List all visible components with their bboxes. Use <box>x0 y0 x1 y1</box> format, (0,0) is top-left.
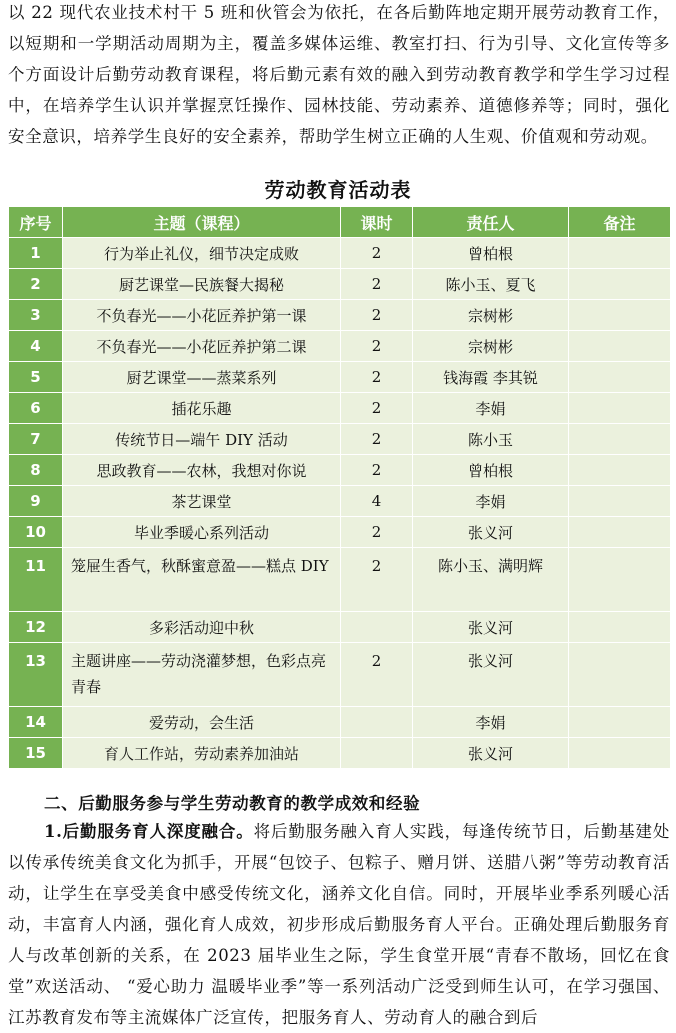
table-row <box>9 548 671 612</box>
activity-table <box>8 206 671 769</box>
row-note <box>569 517 671 548</box>
row-no: 3 <box>9 300 63 331</box>
row-owner: 李娟 <box>413 707 569 738</box>
row-no: 11 <box>9 548 63 612</box>
intro-paragraph: 以 22 现代农业技术村干 5 班和伙管会为依托，在各后勤阵地定期开展劳动教育工作，以短期和一学期活动周期为主，覆盖多媒体运维、教室打扫、行为引导、文化宣传等多个方面设计后勤劳动教育课程，将后勤元素有效的融入到劳动教育教学和学生学习过程中，在培养学生认识并掌握烹饪操作、园林技能、劳动素养、道德修养等；同时，强化安全意识，培养学生良好的安全素养，帮助学生树立正确的人生观、价值观和劳动观。 <box>8 3 670 146</box>
table-row <box>9 393 671 424</box>
table-row <box>9 738 671 769</box>
table-row <box>9 643 671 707</box>
row-topic: 毕业季暖心系列活动 <box>63 517 341 548</box>
row-owner: 李娟 <box>413 393 569 424</box>
row-topic: 主题讲座——劳动浇灌梦想，色彩点亮青春 <box>63 643 341 707</box>
row-no: 6 <box>9 393 63 424</box>
row-owner: 曾柏根 <box>413 238 569 269</box>
row-owner: 张义河 <box>413 612 569 643</box>
row-note <box>569 300 671 331</box>
row-no: 7 <box>9 424 63 455</box>
row-owner: 宗树彬 <box>413 300 569 331</box>
row-hours <box>341 612 413 643</box>
row-topic: 笼屉生香气，秋酥蜜意盈——糕点 DIY <box>63 548 341 612</box>
row-owner: 张义河 <box>413 738 569 769</box>
table-title: 劳动教育活动表 <box>264 178 412 202</box>
table-row <box>9 362 671 393</box>
header-topic: 主题（课程） <box>63 207 341 238</box>
row-hours: 2 <box>341 455 413 486</box>
row-note <box>569 707 671 738</box>
row-hours <box>341 707 413 738</box>
table-header-row <box>9 207 671 238</box>
section-heading: 二、后勤服务参与学生劳动教育的教学成效和经验 <box>44 794 421 813</box>
row-note <box>569 238 671 269</box>
row-note <box>569 612 671 643</box>
row-topic: 不负春光——小花匠养护第一课 <box>63 300 341 331</box>
row-topic: 传统节日—端午 DIY 活动 <box>63 424 341 455</box>
row-owner: 陈小玉、满明辉 <box>413 548 569 612</box>
header-hours: 课时 <box>341 207 413 238</box>
row-hours: 2 <box>341 424 413 455</box>
row-note <box>569 331 671 362</box>
body-lead-bold: 1.后勤服务育人深度融合。 <box>44 822 254 841</box>
row-note <box>569 548 671 612</box>
row-hours: 2 <box>341 548 413 612</box>
row-note <box>569 643 671 707</box>
row-topic: 行为举止礼仪，细节决定成败 <box>63 238 341 269</box>
row-no: 15 <box>9 738 63 769</box>
row-no: 5 <box>9 362 63 393</box>
row-no: 10 <box>9 517 63 548</box>
row-hours: 2 <box>341 643 413 707</box>
row-topic: 厨艺课堂—民族餐大揭秘 <box>63 269 341 300</box>
header-owner: 责任人 <box>413 207 569 238</box>
row-hours: 2 <box>341 362 413 393</box>
row-note <box>569 738 671 769</box>
header-no: 序号 <box>9 207 63 238</box>
row-note <box>569 424 671 455</box>
row-topic: 爱劳动，会生活 <box>63 707 341 738</box>
row-topic: 不负春光——小花匠养护第二课 <box>63 331 341 362</box>
row-topic: 育人工作站，劳动素养加油站 <box>63 738 341 769</box>
row-owner: 宗树彬 <box>413 331 569 362</box>
table-row <box>9 238 671 269</box>
row-topic: 插花乐趣 <box>63 393 341 424</box>
header-note: 备注 <box>569 207 671 238</box>
table-row <box>9 424 671 455</box>
table-row <box>9 269 671 300</box>
row-owner: 钱海霞 李其锐 <box>413 362 569 393</box>
row-no: 2 <box>9 269 63 300</box>
row-owner: 陈小玉、夏飞 <box>413 269 569 300</box>
row-no: 4 <box>9 331 63 362</box>
row-note <box>569 455 671 486</box>
row-hours: 2 <box>341 393 413 424</box>
row-no: 1 <box>9 238 63 269</box>
body-paragraph <box>8 816 670 1033</box>
row-no: 14 <box>9 707 63 738</box>
row-no: 12 <box>9 612 63 643</box>
row-topic: 多彩活动迎中秋 <box>63 612 341 643</box>
row-no: 13 <box>9 643 63 707</box>
row-topic: 茶艺课堂 <box>63 486 341 517</box>
row-topic: 思政教育——农林，我想对你说 <box>63 455 341 486</box>
row-note <box>569 362 671 393</box>
row-hours: 2 <box>341 300 413 331</box>
row-hours: 2 <box>341 269 413 300</box>
table-row <box>9 300 671 331</box>
row-owner: 李娟 <box>413 486 569 517</box>
row-note <box>569 269 671 300</box>
table-row <box>9 612 671 643</box>
row-no: 9 <box>9 486 63 517</box>
row-note <box>569 486 671 517</box>
body-text: 将后勤服务融入育人实践，每逢传统节日，后勤基建处以传承传统美食文化为抓手，开展“包饺子、包粽子、赠月饼、送腊八粥”等劳动教育活动，让学生在享受美食中感受传统文化，涵养文化自信。同时，开展毕业季系列暖心活动，丰富育人内涵，强化育人成效，初步形成后勤服务育人平台。正确处理后勤服务育人与改革创新的关系，在 2023 届毕业生之际，学生食堂开展“青春不散场，回忆在食堂”欢送活动、 “爱心助力 温暖毕业季”等一系列活动广泛受到师生认可，在学习强国、江苏教育发布等主流媒体广泛宣传，把服务育人、劳动育人的融合到后 <box>8 822 670 1027</box>
table-row <box>9 455 671 486</box>
row-hours: 2 <box>341 238 413 269</box>
row-no: 8 <box>9 455 63 486</box>
row-hours: 4 <box>341 486 413 517</box>
row-owner: 陈小玉 <box>413 424 569 455</box>
row-owner: 张义河 <box>413 517 569 548</box>
row-hours: 2 <box>341 331 413 362</box>
row-hours <box>341 738 413 769</box>
row-owner: 曾柏根 <box>413 455 569 486</box>
table-row <box>9 707 671 738</box>
row-owner: 张义河 <box>413 643 569 707</box>
table-row <box>9 486 671 517</box>
row-hours: 2 <box>341 517 413 548</box>
table-row <box>9 331 671 362</box>
table-row <box>9 517 671 548</box>
row-note <box>569 393 671 424</box>
row-topic: 厨艺课堂——蒸菜系列 <box>63 362 341 393</box>
